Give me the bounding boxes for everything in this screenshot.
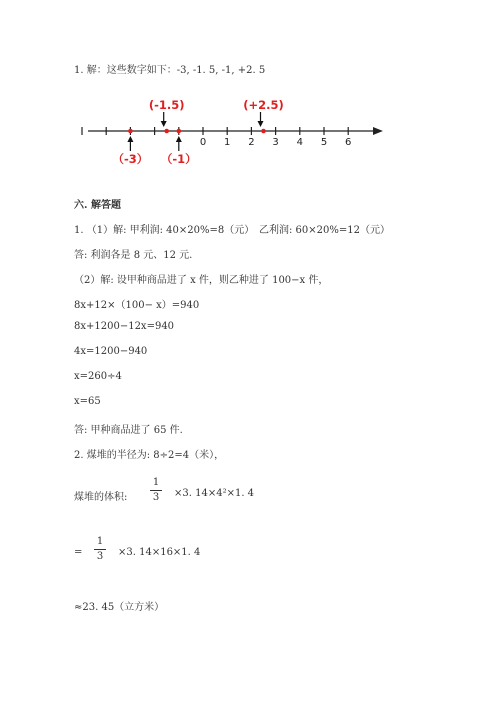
solution-line-3: （2）解: 设甲种商品进了 x 件，则乙种进了 100−x 件， — [74, 275, 329, 286]
solution-line-1b: 乙利润: 60×20%=12（元） — [259, 225, 390, 236]
solution-line-4: 8x+12×（100− x）=940 — [74, 300, 200, 311]
number-line-figure — [0, 90, 500, 200]
fraction-one-third-b — [92, 537, 108, 562]
number-line-point — [261, 129, 266, 134]
volume-label: 煤堆的体积: — [74, 492, 128, 503]
solution-line-10: 2. 煤堆的半径为: 8÷2=4（米）， — [74, 450, 225, 461]
number-line-point-label: (-1.5) — [148, 98, 185, 112]
section-title: 六. 解答题 — [74, 200, 121, 211]
volume-expression: ×3. 14×4²×1. 4 — [174, 488, 255, 499]
number-line-tick-label: 1 — [224, 137, 231, 148]
equals-expression: ×3. 14×16×1. 4 — [118, 547, 201, 558]
number-line-point — [177, 129, 182, 134]
pointer-arrow-head-icon — [161, 121, 167, 127]
result-line: ≈23. 45（立方米） — [74, 602, 165, 613]
number-line-arrow-icon — [373, 127, 383, 135]
fraction-numerator: 1 — [152, 477, 160, 488]
number-line-tick-label: 2 — [248, 137, 255, 148]
fraction-bar — [94, 549, 106, 550]
solution-line-9: 答: 甲种商品进了 65 件. — [74, 425, 183, 436]
solution-line-7: x=260÷4 — [74, 371, 122, 382]
number-line-point — [164, 129, 169, 134]
number-line-point-label: （-1） — [160, 152, 197, 166]
number-line-point-label: （-3） — [112, 152, 149, 166]
solution-line-1a: 1. （1）解: 甲利润: 40×20%=8（元） — [74, 225, 255, 236]
equals-sign: = — [74, 547, 83, 558]
number-line-tick-label: 0 — [199, 137, 207, 148]
solution-line-6: 4x=1200−940 — [74, 346, 148, 357]
number-line-point-label: (+2.5) — [243, 98, 284, 112]
intro-line: 1. 解：这些数字如下：-3, -1. 5, -1, +2. 5 — [74, 65, 266, 76]
solution-line-2: 答: 利润各是 8 元、12 元. — [74, 250, 193, 261]
solution-line-5: 8x+1200−12x=940 — [74, 321, 175, 332]
solution-line-8: x=65 — [74, 396, 101, 407]
fraction-one-third-a — [148, 478, 164, 503]
fraction-numerator: 1 — [96, 536, 104, 547]
number-line-point — [128, 129, 133, 134]
fraction-bar — [150, 490, 162, 491]
fraction-denominator: 3 — [96, 551, 104, 562]
number-line-tick-label: 4 — [296, 137, 303, 148]
number-line-tick-label: 6 — [345, 137, 352, 148]
fraction-denominator: 3 — [152, 492, 160, 503]
pointer-arrow-head-icon — [258, 121, 264, 127]
number-line-tick-label: 5 — [320, 137, 328, 148]
number-line-tick-label: 3 — [272, 137, 279, 148]
